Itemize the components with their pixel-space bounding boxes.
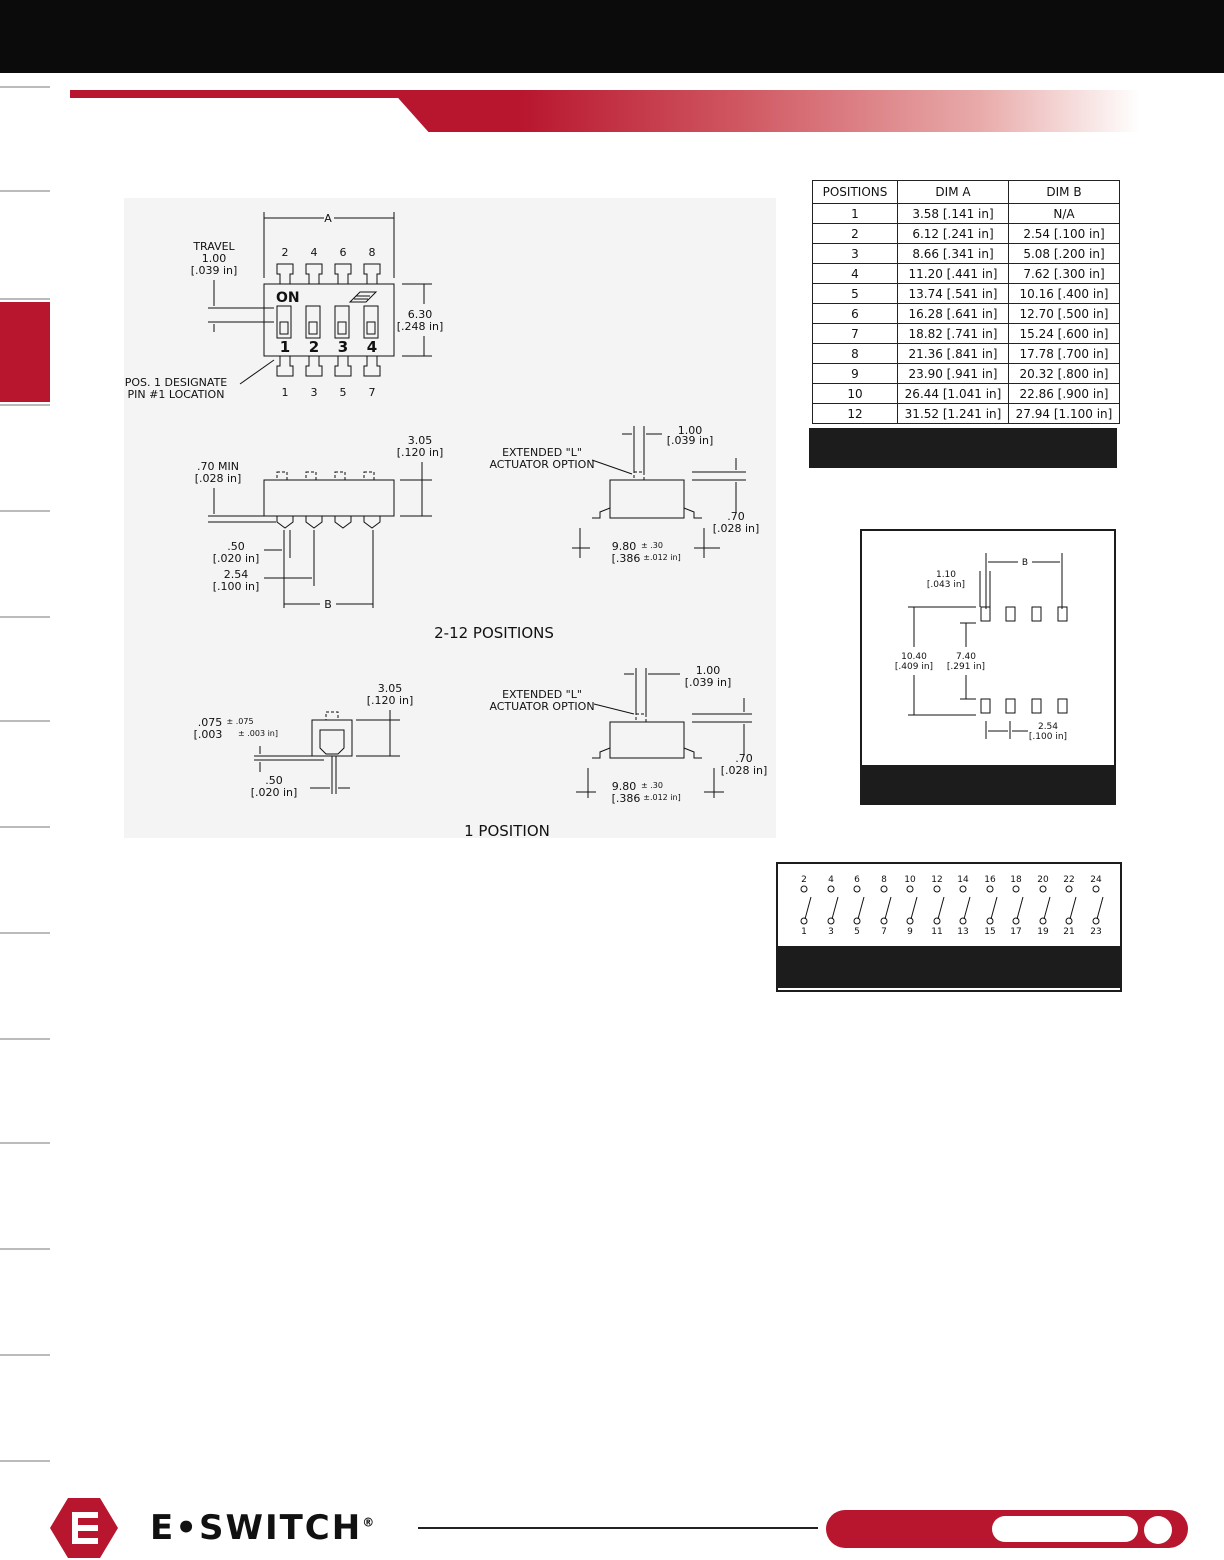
brand-wordmark [150, 1508, 376, 1548]
cell: 26.44 [1.041 in] [898, 384, 1009, 404]
dim-050-inch: [.020 in] [250, 786, 298, 799]
cell: 23.90 [.941 in] [898, 364, 1009, 384]
side-view-single [194, 682, 414, 799]
side-tab-active[interactable] [0, 302, 50, 402]
schematic-pin-label: 4 [828, 875, 834, 885]
schematic-pin-label: 2 [801, 875, 807, 885]
min-070-inch: [.028 in] [194, 472, 242, 485]
cell: 7.62 [.300 in] [1009, 264, 1120, 284]
ext-label: EXTENDED "L" [502, 688, 582, 701]
pos1-note: POS. 1 DESIGNATE [124, 376, 228, 389]
pos1-note: PIN #1 LOCATION [127, 388, 225, 401]
dim-050-inch: [.020 in] [212, 552, 260, 565]
side-divider [0, 298, 50, 300]
pcb-110-value: 1.10 [935, 570, 957, 580]
dim-070-inch: [.028 in] [712, 522, 760, 535]
schematic-pin-label: 6 [854, 875, 860, 885]
cell: 17.78 [.700 in] [1009, 344, 1120, 364]
dim-980-tol: ± .30 [641, 781, 663, 790]
extended-actuator-multi [489, 424, 759, 565]
caption-1-position: 1 POSITION [464, 822, 550, 838]
side-divider [0, 1142, 50, 1144]
travel-inch: [.039 in] [190, 264, 238, 277]
dim-003-value: [.003 [193, 728, 223, 741]
cell: N/A [1009, 204, 1120, 224]
table-row [813, 344, 1120, 364]
pin-label: 6 [339, 246, 347, 259]
cell: 9 [813, 364, 898, 384]
side-height-inch: [.120 in] [396, 446, 444, 459]
footer-page-field[interactable] [992, 1516, 1138, 1542]
schematic-pin-label: 16 [984, 875, 996, 885]
schematic-pin-label: 12 [931, 875, 943, 885]
schematic-pin-label: 24 [1090, 875, 1102, 885]
cell: 4 [813, 264, 898, 284]
dimension-drawing [124, 198, 776, 838]
cell: 6.12 [.241 in] [898, 224, 1009, 244]
cell: 5 [813, 284, 898, 304]
schematic-pin-label: 17 [1010, 927, 1022, 937]
dim-254-inch: [.100 in] [212, 580, 260, 593]
cell: 21.36 [.841 in] [898, 344, 1009, 364]
side-divider [0, 1460, 50, 1462]
schematic-pin-label: 20 [1037, 875, 1049, 885]
ext-dim-inch: [.039 in] [666, 434, 714, 447]
pcb-b-label: B [1021, 558, 1029, 568]
side-divider [0, 510, 50, 512]
dim-050-value: .50 [265, 774, 283, 787]
ext-label: EXTENDED "L" [502, 446, 582, 459]
pcb-110-inch: [.043 in] [926, 580, 966, 590]
table-row [813, 404, 1120, 424]
side-view-multi [195, 434, 444, 611]
dim-003-tol: ± .003 in] [237, 729, 279, 738]
brand-name: E•SWITCH [150, 1508, 363, 1548]
table-row [813, 384, 1120, 404]
pcb-740-value: 7.40 [955, 652, 977, 662]
cell: 22.86 [.900 in] [1009, 384, 1120, 404]
caption-2-12-positions: 2-12 POSITIONS [434, 624, 554, 642]
header-dim-b: DIM B [1009, 181, 1120, 204]
footer-rule [418, 1527, 818, 1529]
dim-254-value: 2.54 [223, 568, 249, 581]
side-divider [0, 1248, 50, 1250]
ext-dim-value: 1.00 [677, 424, 703, 437]
pin-label: 3 [310, 386, 318, 399]
side-divider [0, 616, 50, 618]
dim-070-value: .70 [727, 510, 745, 523]
cell: 3 [813, 244, 898, 264]
pcb-740-inch: [.291 in] [946, 662, 986, 672]
cell: 3.58 [.141 in] [898, 204, 1009, 224]
cell: 5.08 [.200 in] [1009, 244, 1120, 264]
cell: 13.74 [.541 in] [898, 284, 1009, 304]
schematic-drawing [778, 864, 1120, 948]
cell: 6 [813, 304, 898, 324]
top-view [125, 212, 444, 401]
schematic-caption-bar [778, 946, 1120, 988]
cell: 20.32 [.800 in] [1009, 364, 1120, 384]
side-height-value: 3.05 [377, 682, 403, 695]
ext-label: ACTUATOR OPTION [489, 700, 595, 713]
schematic-pin-label: 8 [881, 875, 887, 885]
schematic-pin-label: 19 [1037, 927, 1049, 937]
pcb-layout-drawing [862, 531, 1114, 765]
dim-386-tol: ±.012 in] [643, 793, 681, 802]
dim-050-value: .50 [227, 540, 245, 553]
header-positions: POSITIONS [813, 181, 898, 204]
pin-label: 4 [310, 246, 318, 259]
schematic-pin-label: 10 [904, 875, 916, 885]
pcb-254-inch: [.100 in] [1028, 732, 1068, 742]
pin-label: 5 [339, 386, 347, 399]
schematic-pin-label: 15 [984, 927, 996, 937]
dimension-table [812, 180, 1120, 424]
registered-mark: ® [362, 1515, 377, 1530]
dim-b-label: B [324, 598, 332, 611]
cell: 27.94 [1.100 in] [1009, 404, 1120, 424]
cell: 15.24 [.600 in] [1009, 324, 1120, 344]
table-row [813, 324, 1120, 344]
pin-label: 8 [368, 246, 376, 259]
height-value: 6.30 [407, 308, 433, 321]
table-row [813, 304, 1120, 324]
side-divider [0, 1354, 50, 1356]
dim-070-value: .70 [735, 752, 753, 765]
schematic-pin-label: 5 [854, 927, 860, 937]
table-row [813, 244, 1120, 264]
schematic-pin-label: 13 [957, 927, 969, 937]
cell: 8 [813, 344, 898, 364]
switch-symbols [801, 886, 1103, 924]
side-divider [0, 826, 50, 828]
dim-386-tol: ±.012 in] [643, 553, 681, 562]
cell: 7 [813, 324, 898, 344]
side-divider [0, 86, 50, 88]
cell: 16.28 [.641 in] [898, 304, 1009, 324]
travel-value: 1.00 [201, 252, 227, 265]
pin-label: 1 [281, 386, 289, 399]
switch-number: 1 [279, 338, 291, 356]
side-divider [0, 1038, 50, 1040]
side-divider [0, 404, 50, 406]
switch-number: 3 [337, 338, 349, 356]
table-header-row [813, 181, 1120, 204]
travel-label: TRAVEL [193, 240, 235, 253]
table-row [813, 204, 1120, 224]
pcb-254-value: 2.54 [1037, 722, 1059, 732]
schematic-pin-label: 9 [907, 927, 913, 937]
dim-980-value: 9.80 [611, 780, 637, 793]
side-height-inch: [.120 in] [366, 694, 414, 707]
dim-075-tol: ± .075 [226, 717, 254, 726]
ext-dim-value: 1.00 [695, 664, 721, 677]
e-switch-logo-icon [48, 1498, 120, 1558]
schematic-pin-label: 3 [828, 927, 834, 937]
cell: 1 [813, 204, 898, 224]
dim-075-value: .075 [197, 716, 223, 729]
header-banner-left [70, 90, 400, 98]
ext-label: ACTUATOR OPTION [489, 458, 595, 471]
extended-actuator-single [489, 664, 767, 805]
footer-dot[interactable] [1144, 1516, 1172, 1544]
pcb-1040-value: 10.40 [901, 652, 927, 662]
table-caption-bar [809, 428, 1117, 468]
schematic-pin-label: 1 [801, 927, 807, 937]
ext-dim-inch: [.039 in] [684, 676, 732, 689]
cell: 31.52 [1.241 in] [898, 404, 1009, 424]
dim-386-value: [.386 [611, 792, 641, 805]
height-inch: [.248 in] [396, 320, 444, 333]
schematic-pin-label: 11 [931, 927, 943, 937]
schematic-pin-label: 22 [1063, 875, 1075, 885]
schematic-pin-label: 14 [957, 875, 969, 885]
pin-label: 2 [281, 246, 289, 259]
switch-number: 2 [308, 338, 320, 356]
dim-a-label: A [324, 212, 332, 225]
top-bar [0, 0, 1224, 73]
dim-980-tol: ± .30 [641, 541, 663, 550]
cell: 18.82 [.741 in] [898, 324, 1009, 344]
cell: 2.54 [.100 in] [1009, 224, 1120, 244]
pcb-caption-bar [862, 765, 1114, 803]
table-row [813, 224, 1120, 244]
table-row [813, 364, 1120, 384]
cell: 8.66 [.341 in] [898, 244, 1009, 264]
dim-070-inch: [.028 in] [720, 764, 768, 777]
cell: 2 [813, 224, 898, 244]
pcb-1040-inch: [.409 in] [894, 662, 934, 672]
cell: 12 [813, 404, 898, 424]
schematic-pin-label: 18 [1010, 875, 1022, 885]
dim-980-value: 9.80 [611, 540, 637, 553]
cell: 10.16 [.400 in] [1009, 284, 1120, 304]
schematic-pin-label: 21 [1063, 927, 1075, 937]
table-row [813, 264, 1120, 284]
side-divider [0, 720, 50, 722]
on-label: ON [276, 290, 300, 306]
switch-number: 4 [366, 338, 378, 356]
pin-label: 7 [368, 386, 376, 399]
min-070-value: .70 MIN [197, 460, 239, 473]
side-height-value: 3.05 [407, 434, 433, 447]
cell: 11.20 [.441 in] [898, 264, 1009, 284]
side-divider [0, 190, 50, 192]
schematic-pin-label: 7 [881, 927, 887, 937]
dim-386-value: [.386 [611, 552, 641, 565]
schematic-pin-label: 23 [1090, 927, 1102, 937]
header-dim-a: DIM A [898, 181, 1009, 204]
cell: 12.70 [.500 in] [1009, 304, 1120, 324]
side-divider [0, 932, 50, 934]
cell: 10 [813, 384, 898, 404]
table-row [813, 284, 1120, 304]
